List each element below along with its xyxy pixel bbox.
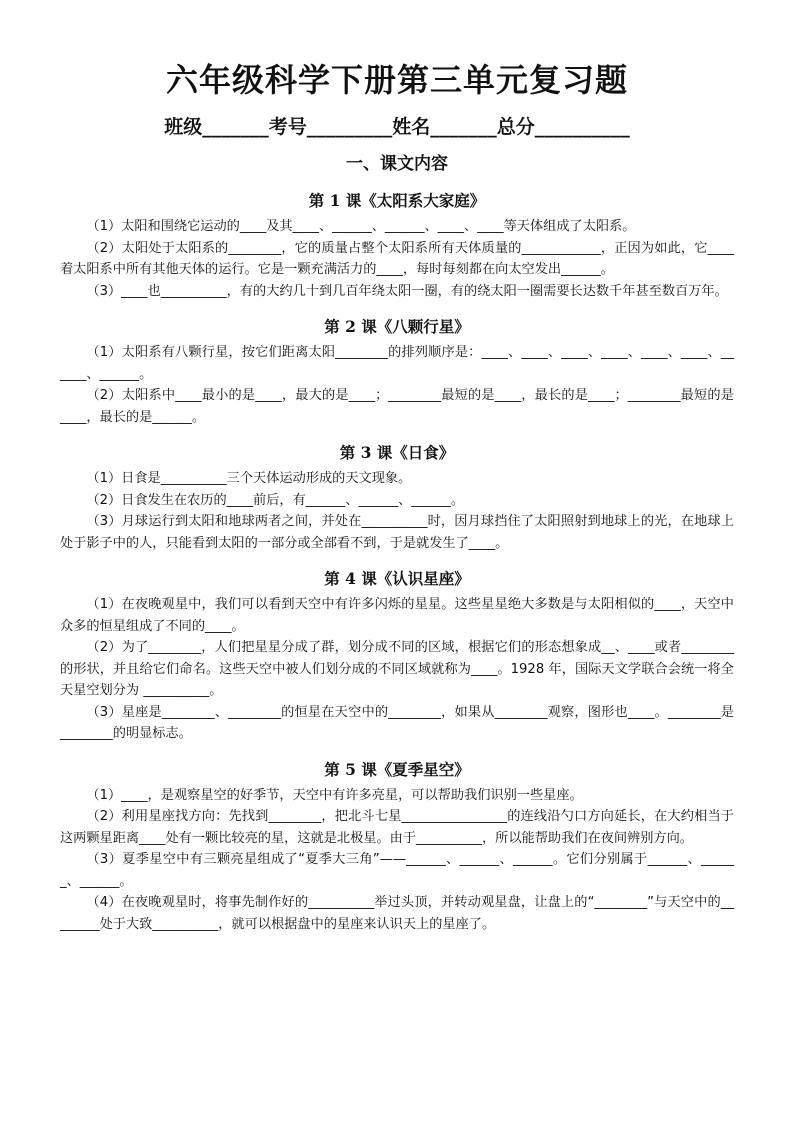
question-paragraph: （2）太阳系中____最小的是____，最大的是____；________最短的是____，最长的是____；________最短的是____，最长的是______。 [60, 388, 734, 425]
question-paragraph: （2）利用星座找方向：先找到________，把北斗七星________________的连线沿勺口方向延长，在大约相当于这两颗星距离____处有一颗比较亮的星，这就是北极星。由于__________，所以能帮助我们在夜间辨别方向。 [60, 809, 734, 846]
question-paragraph: （3）星座是________、________的恒星在天空中的________，如果从________观察，图形也____。________是________的明显标志。 [60, 704, 734, 741]
lesson-title: 第 1 课《太阳系大家庭》 [308, 191, 486, 210]
question-paragraph: （2）为了________，人们把星星分成了群，划分成不同的区域，根据它们的形态想象成__、____或者________的形状，并且给它们命名。这些天空中被人们划分成的不同区域就称为____。1928 年，国际天文学联合会统一将全天星空划分为 __________。 [60, 640, 734, 698]
question-paragraph: （2）日食发生在农历的____前后，有______、______、______。 [86, 492, 465, 508]
lesson-3 [60, 442, 734, 554]
student-info-line: 班级_______考号_________姓名_______总分__________ [164, 116, 630, 138]
lesson-title: 第 3 课《日食》 [339, 443, 455, 462]
lesson-title: 第 2 课《八颗行星》 [324, 317, 470, 336]
question-paragraph: （2）太阳处于太阳系的________，它的质量占整个太阳系所有天体质量的____________，正因为如此，它____着太阳系中所有其他天体的运行。它是一颗充满活力的____，每时每刻都在向太空发出______。 [60, 240, 734, 277]
question-paragraph: （3）夏季星空中有三颗亮星组成了“夏季大三角”——______、______、______。它们分别属于______、______、______。 [60, 852, 734, 889]
lesson-title: 第 4 课《认识星座》 [324, 569, 470, 588]
question-paragraph: （3）____也__________，有的大约几十到几百年绕太阳一圈，有的绕太阳一圈需要长达数千年甚至数百万年。 [86, 283, 728, 299]
question-paragraph: （3）月球运行到太阳和地球两者之间，并处在__________时，因月球挡住了太阳照射到地球上的光，在地球上处于影子中的人，只能看到太阳的一部分或全部看不到，于是就发生了____。 [60, 514, 734, 551]
question-paragraph: （1）太阳系有八颗行星，按它们距离太阳________的排列顺序是：____、____、____、____、____、____、______、______。 [60, 345, 734, 382]
question-paragraph: （1）太阳和围绕它运动的____及其____、______、______、____、____等天体组成了太阳系。 [86, 219, 636, 234]
page-title: 六年级科学下册第三单元复习题 [165, 61, 628, 99]
lesson-5 [60, 759, 734, 936]
question-paragraph: （1）日食是__________三个天体运动形成的天文现象。 [86, 471, 412, 486]
lesson-1 [60, 190, 734, 302]
lesson-4 [60, 568, 734, 745]
section-title: 一、课文内容 [346, 154, 448, 174]
question-paragraph: （4）在夜晚观星时，将事先制作好的__________举过头顶，并转动观星盘，让盘上的“________”与天空中的________处于大致__________，就可以根据盘中的星座来认识天上的星座了。 [60, 895, 734, 932]
worksheet-page [60, 60, 734, 935]
lesson-2 [60, 316, 734, 428]
question-paragraph: （1）____，是观察星空的好季节，天空中有许多亮星，可以帮助我们识别一些星座。 [86, 787, 583, 803]
question-paragraph: （1）在夜晚观星中，我们可以看到天空中有许多闪烁的星星。这些星星绝大多数是与太阳相似的____，天空中众多的恒星组成了不同的____。 [60, 597, 734, 634]
lesson-title: 第 5 课《夏季星空》 [324, 759, 470, 779]
